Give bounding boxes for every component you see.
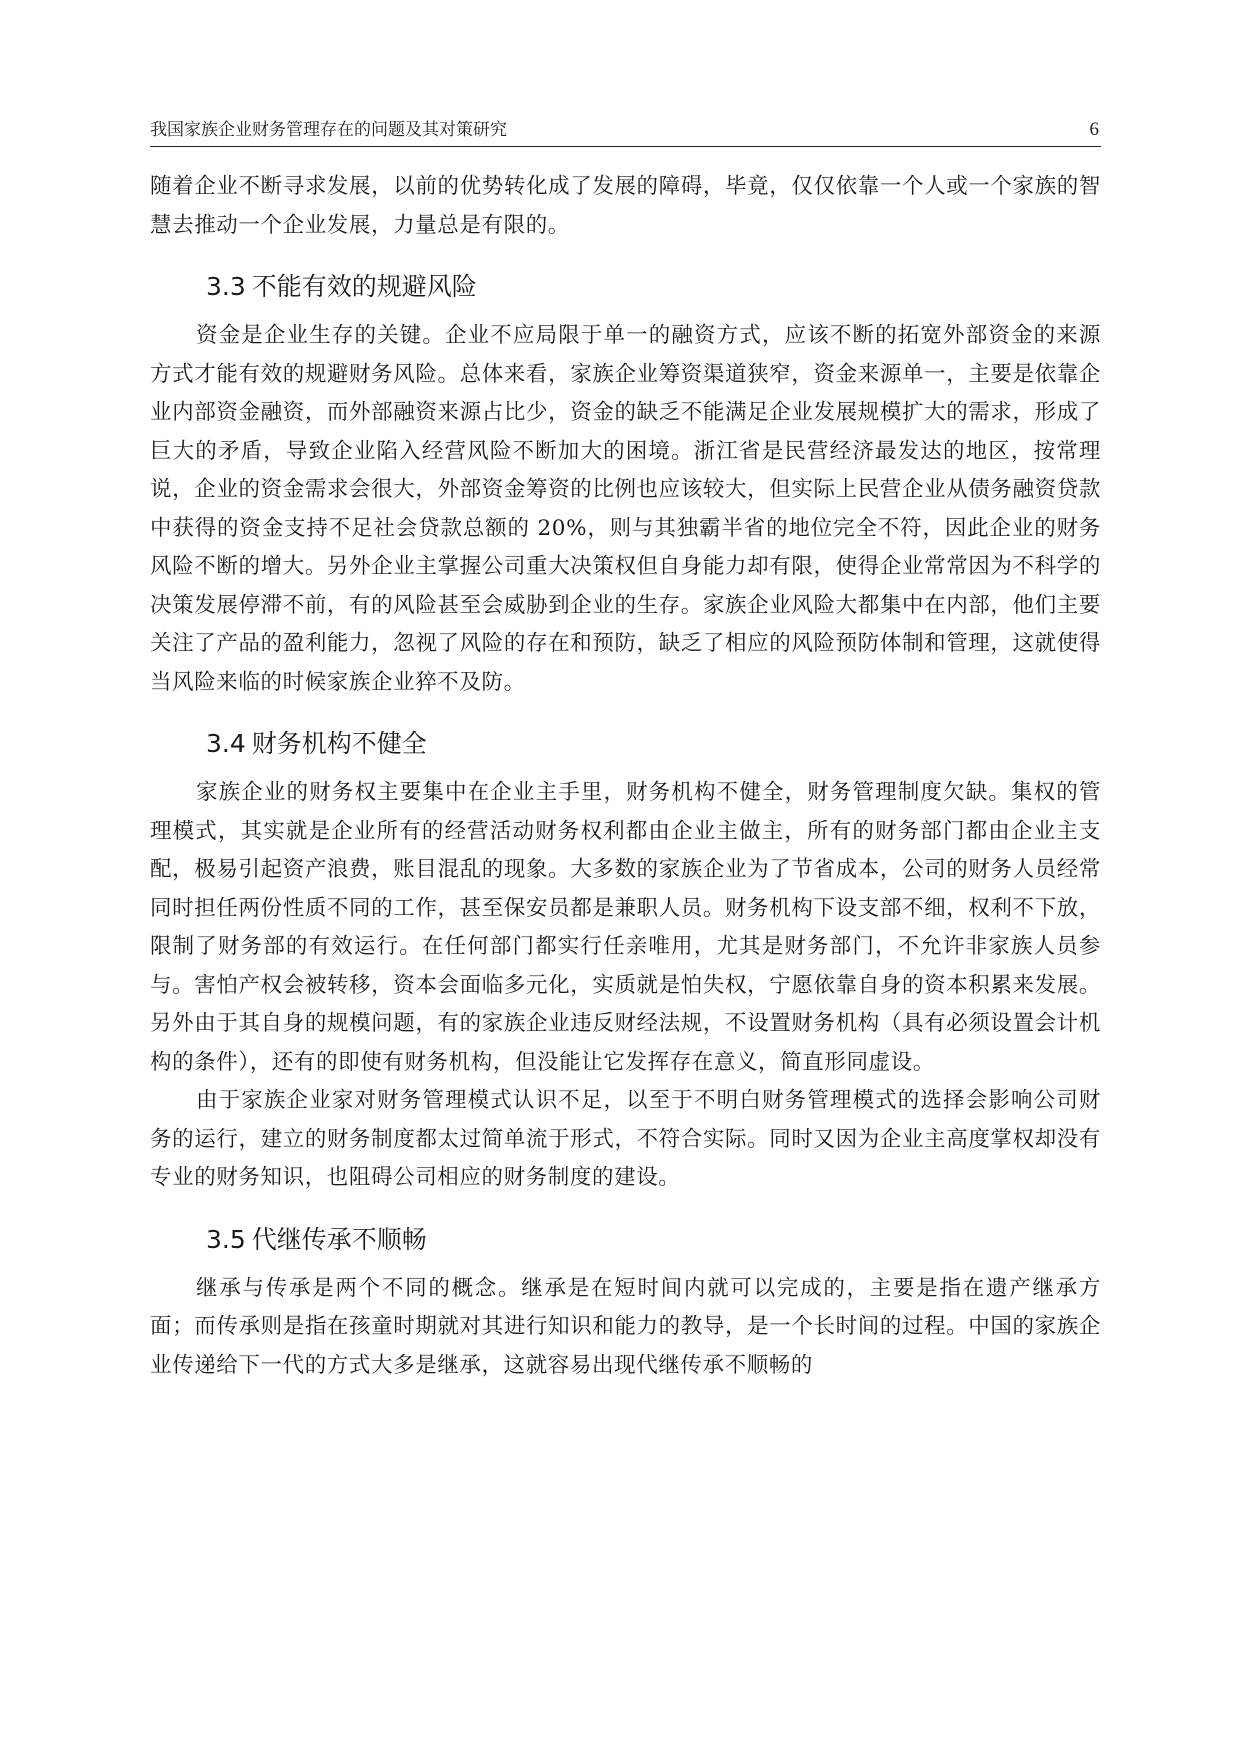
running-title: 我国家族企业财务管理存在的问题及其对策研究 bbox=[150, 120, 507, 140]
section-number: 3.3 bbox=[206, 272, 246, 301]
section-number: 3.4 bbox=[206, 729, 246, 758]
paragraph-finance-structure: 家族企业的财务权主要集中在企业主手里，财务机构不健全，财务管理制度欠缺。集权的管理模式，其实就是企业所有的经营活动财务权利都由企业主做主，所有的财务部门都由企业主支配，极易引起资产浪费，账目混乱的现象。大多数的家族企业为了节省成本，公司的财务人员经常同时担任两份性质不同的工作，甚至保安员都是兼职人员。财务机构下设支部不细，权利不下放，限制了财务部的有效运行。在任何部门都实行任亲唯用，尤其是财务部门，不允许非家族人员参与。害怕产权会被转移，资本会面临多元化，实质就是怕失权，宁愿依靠自身的资本积累来发展。另外由于其自身的规模问题，有的家族企业违反财经法规，不设置财务机构（具有必须设置会计机构的条件），还有的即使有财务机构，但没能让它发挥存在意义，简直形同虚设。 bbox=[150, 780, 1101, 1075]
document-body bbox=[150, 168, 1101, 1385]
section-title: 财务机构不健全 bbox=[251, 729, 427, 758]
section-number: 3.5 bbox=[206, 1224, 246, 1254]
section-heading-3-3 bbox=[150, 267, 1101, 307]
running-header bbox=[150, 118, 1101, 147]
paragraph-finance-system: 由于家族企业家对财务管理模式认识不足，以至于不明白财务管理模式的选择会影响公司财务的运行，建立的财务制度都太过简单流于形式，不符合实际。同时又因为企业主高度掌权却没有专业的财务知识，也阻碍公司相应的财务制度的建设。 bbox=[150, 1088, 1101, 1190]
section-heading-3-5 bbox=[150, 1220, 1101, 1260]
paragraph-continued: 随着企业不断寻求发展，以前的优势转化成了发展的障碍，毕竟，仅仅依靠一个人或一个家族的智慧去推动一个企业发展，力量总是有限的。 bbox=[150, 174, 1101, 238]
paragraph-risk: 资金是企业生存的关键。企业不应局限于单一的融资方式，应该不断的拓宽外部资金的来源方式才能有效的规避财务风险。总体来看，家族企业筹资渠道狭窄，资金来源单一，主要是依靠企业内部资金融资，而外部融资来源占比少，资金的缺乏不能满足企业发展规模扩大的需求，形成了巨大的矛盾，导致企业陷入经营风险不断加大的困境。浙江省是民营经济最发达的地区，按常理说，企业的资金需求会很大，外部资金筹资的比例也应该较大，但实际上民营企业从债务融资贷款中获得的资金支持不足社会贷款总额的 20%，则与其独霸半省的地位完全不符，因此企业的财务风险不断的增大。另外企业主掌握公司重大决策权但自身能力却有限，使得企业常常因为不科学的决策发展停滞不前，有的风险甚至会威胁到企业的生存。家族企业风险大都集中在内部，他们主要关注了产品的盈利能力，忽视了风险的存在和预防，缺乏了相应的风险预防体制和管理，这就使得当风险来临的时候家族企业猝不及防。 bbox=[150, 323, 1101, 695]
section-heading-3-4 bbox=[150, 724, 1101, 764]
section-title: 不能有效的规避风险 bbox=[251, 272, 477, 301]
section-title: 代继传承不顺畅 bbox=[251, 1224, 427, 1254]
page-number: 6 bbox=[1089, 119, 1099, 140]
paragraph-succession: 继承与传承是两个不同的概念。继承是在短时间内就可以完成的，主要是指在遗产继承方面；而传承则是指在孩童时期就对其进行知识和能力的教导，是一个长时间的过程。中国的家族企业传递给下一代的方式大多是继承，这就容易出现代继传承不顺畅的 bbox=[150, 1275, 1101, 1378]
